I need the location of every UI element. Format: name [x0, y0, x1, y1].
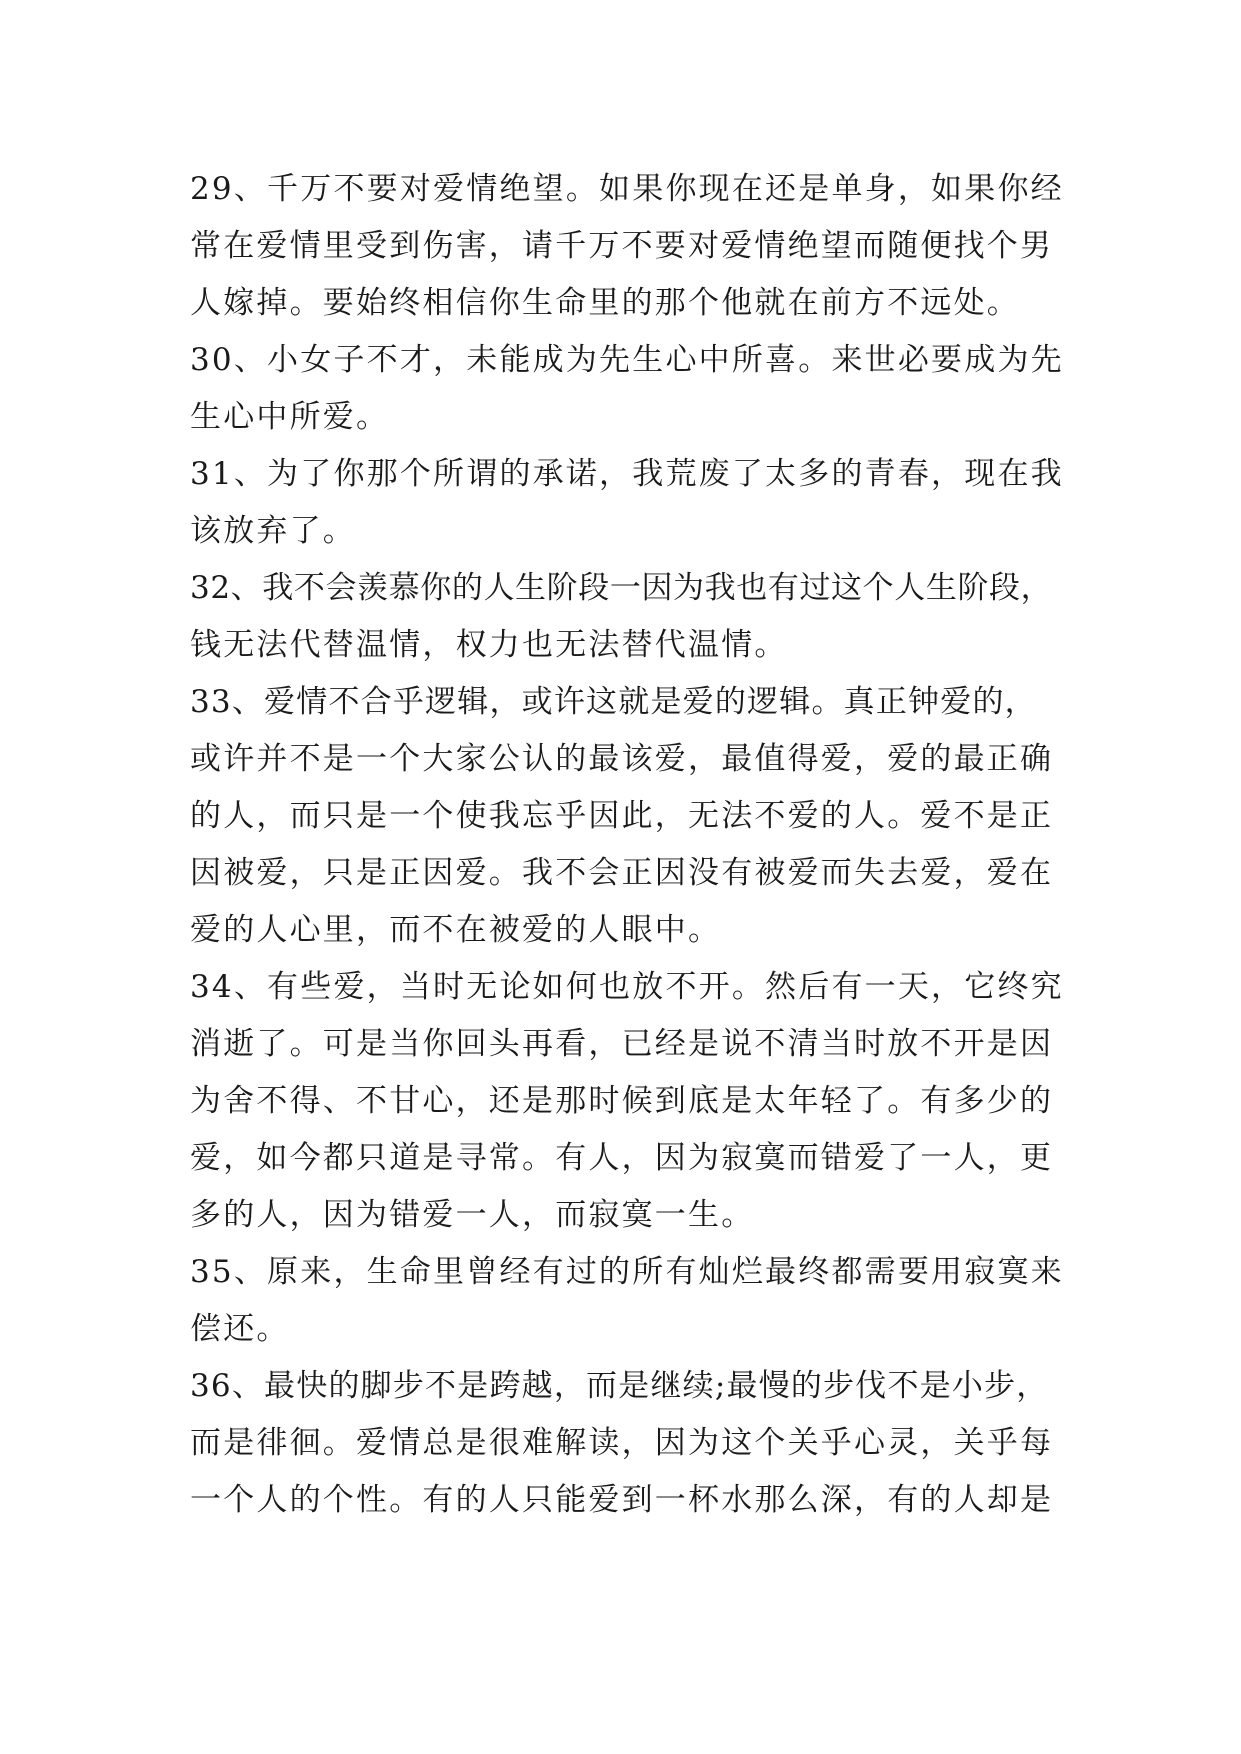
text-line: 35、原来，生命里曾经有过的所有灿烂最终都需要用寂寞来 [190, 1254, 1064, 1290]
text-line: 为舍不得、不甘心，还是那时候到底是太年轻了。有多少的 [190, 1083, 1054, 1119]
text-line: 或许并不是一个大家公认的最该爱，最值得爱，爱的最正确 [190, 741, 1054, 777]
text-line: 而是徘徊。爱情总是很难解读，因为这个关乎心灵，关乎每 [190, 1425, 1054, 1461]
text-line: 消逝了。可是当你回头再看，已经是说不清当时放不开是因 [190, 1026, 1054, 1062]
document-body [190, 161, 1070, 1529]
text-line: 常在爱情里受到伤害，请千万不要对爱情绝望而随便找个男 [190, 228, 1054, 264]
text-line: 爱，如今都只道是寻常。有人，因为寂寞而错爱了一人，更 [190, 1140, 1054, 1176]
text-line: 因被爱，只是正因爱。我不会正因没有被爱而失去爱，爱在 [190, 855, 1054, 891]
text-line: 多的人，因为错爱一人，而寂寞一生。 [190, 1197, 755, 1233]
text-line: 该放弃了。 [190, 513, 356, 549]
text-line: 生心中所爱。 [190, 399, 390, 435]
text-line: 人嫁掉。要始终相信你生命里的那个他就在前方不远处。 [190, 285, 1020, 321]
text-line: 34、有些爱，当时无论如何也放不开。然后有一天，它终究 [190, 969, 1064, 1005]
text-line: 爱的人心里，而不在被爱的人眼中。 [190, 912, 722, 948]
text-line: 的人，而只是一个使我忘乎因此，无法不爱的人。爱不是正 [190, 798, 1054, 834]
text-line: 36、最快的脚步不是跨越，而是继续;最慢的步伐不是小步， [190, 1368, 1049, 1404]
text-line: 31、为了你那个所谓的承诺，我荒废了太多的青春，现在我 [190, 456, 1064, 492]
text-line: 33、爱情不合乎逻辑，或许这就是爱的逻辑。真正钟爱的， [190, 684, 1037, 720]
text-line: 钱无法代替温情，权力也无法替代温情。 [190, 627, 788, 663]
text-line: 30、小女子不才，未能成为先生心中所喜。来世必要成为先 [190, 342, 1064, 378]
text-line: 32、我不会羡慕你的人生阶段一因为我也有过这个人生阶段， [190, 570, 1053, 606]
text-line: 29、千万不要对爱情绝望。如果你现在还是单身，如果你经 [190, 171, 1064, 207]
text-line: 一个人的个性。有的人只能爱到一杯水那么深，有的人却是 [190, 1482, 1054, 1518]
text-line: 偿还。 [190, 1311, 290, 1347]
